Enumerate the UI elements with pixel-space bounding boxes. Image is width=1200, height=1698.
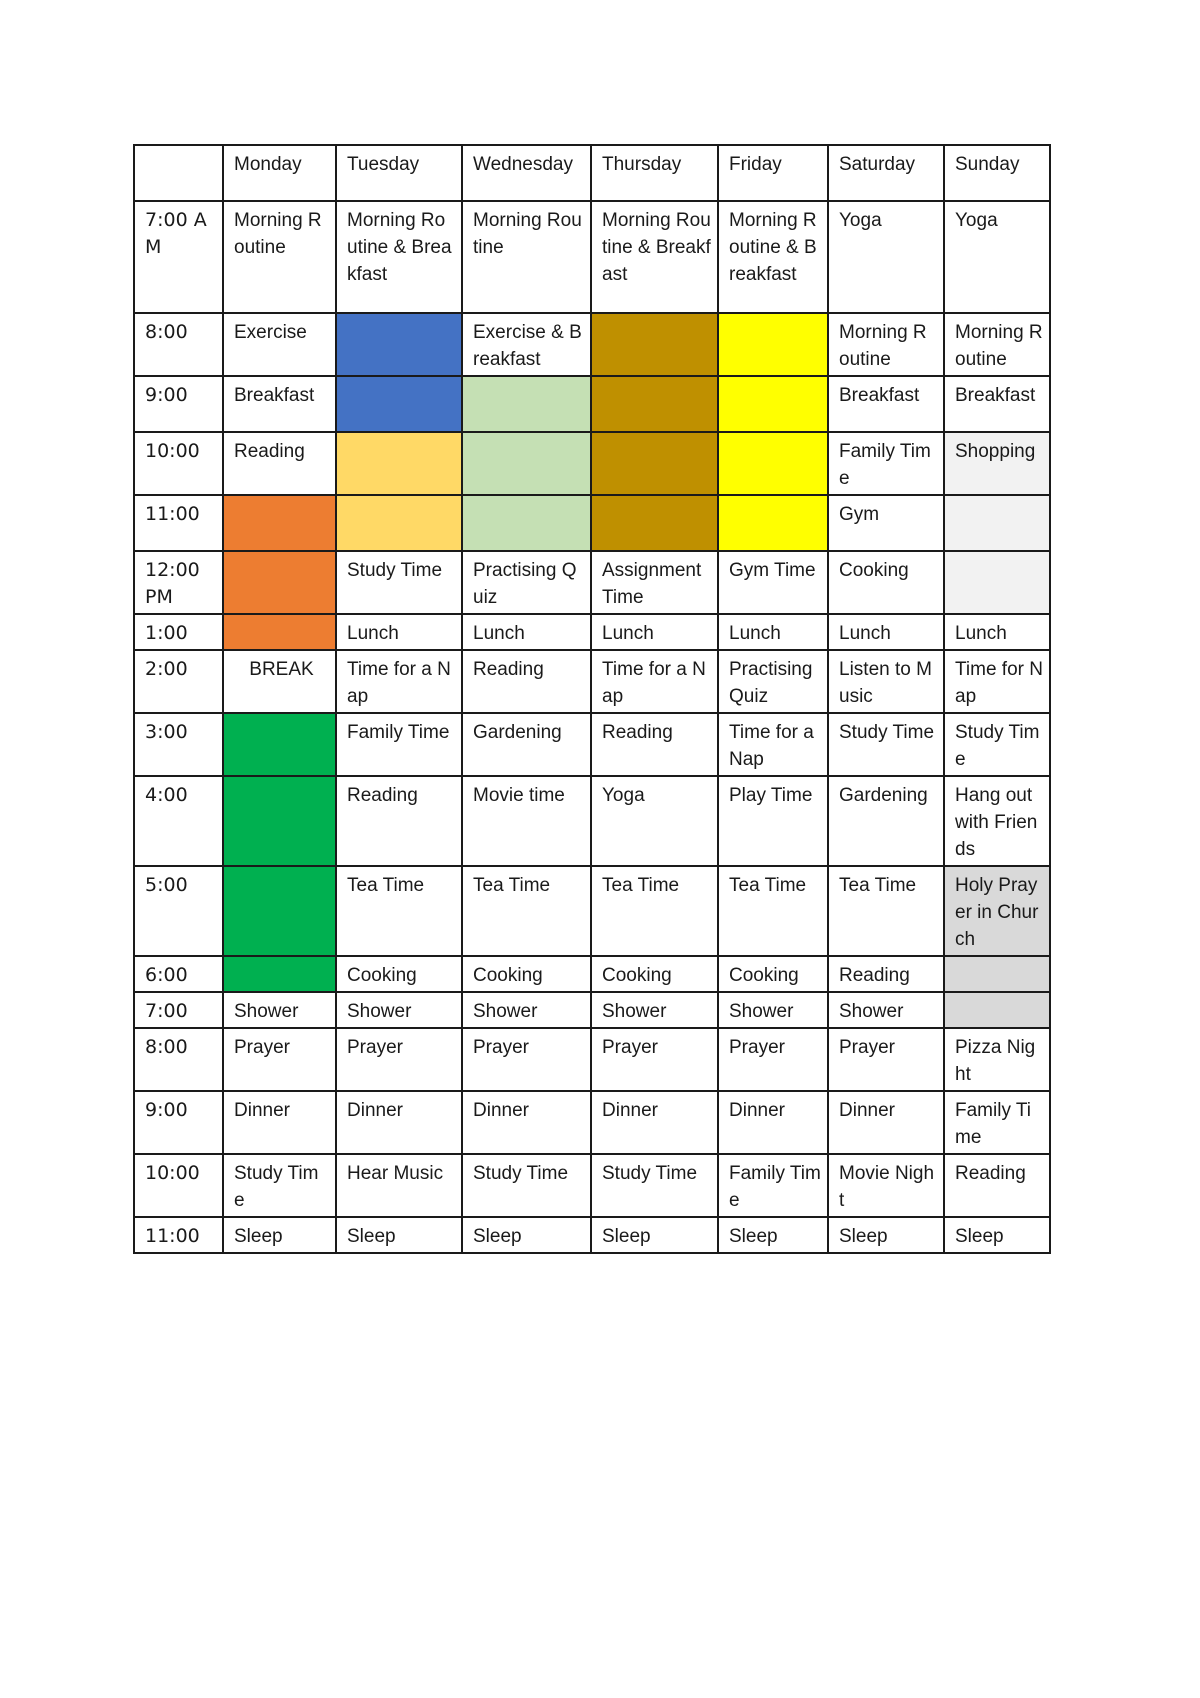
activity-cell: Time for a Nap [336,650,462,713]
activity-cell: Gardening [462,713,591,776]
activity-cell: Sleep [944,1217,1050,1253]
table-row [134,551,1050,614]
time-slot-label: 10:00 [134,432,223,495]
color-block-cell [223,713,336,776]
table-row [134,1154,1050,1217]
color-block-cell [336,432,462,495]
activity-cell: Prayer [223,1028,336,1091]
activity-cell: Cooking [336,956,462,992]
activity-cell: Lunch [591,614,718,650]
activity-cell: Yoga [944,201,1050,313]
day-header-sunday: Sunday [944,145,1050,201]
time-slot-label: 11:00 [134,495,223,551]
color-block-cell [223,495,336,551]
day-header-tuesday: Tuesday [336,145,462,201]
activity-cell: Prayer [462,1028,591,1091]
activity-cell: Gym [828,495,944,551]
time-slot-label: 1:00 [134,614,223,650]
table-row [134,201,1050,313]
time-slot-label: 2:00 [134,650,223,713]
activity-cell: Dinner [462,1091,591,1154]
activity-cell: Sleep [223,1217,336,1253]
activity-cell: Study Time [462,1154,591,1217]
color-block-cell [223,551,336,614]
activity-cell: Time for a Nap [591,650,718,713]
time-slot-label: 4:00 [134,776,223,866]
header-row [134,145,1050,201]
time-slot-label: 12:00 PM [134,551,223,614]
activity-cell: Morning Routine [223,201,336,313]
activity-cell: Cooking [462,956,591,992]
activity-cell: Cooking [591,956,718,992]
activity-cell: Family Time [718,1154,828,1217]
activity-cell: Lunch [944,614,1050,650]
activity-cell: Shower [223,992,336,1028]
table-row [134,313,1050,376]
time-slot-label: 8:00 [134,1028,223,1091]
time-slot-label: 6:00 [134,956,223,992]
color-block-cell [591,376,718,432]
activity-cell: Tea Time [336,866,462,956]
activity-cell: Reading [828,956,944,992]
table-row [134,1217,1050,1253]
activity-cell: Family Time [828,432,944,495]
day-header-wednesday: Wednesday [462,145,591,201]
color-block-cell [944,551,1050,614]
activity-cell: Lunch [336,614,462,650]
activity-cell: Time for a Nap [718,713,828,776]
table-row [134,432,1050,495]
activity-cell: Study Time [828,713,944,776]
activity-cell: Study Time [944,713,1050,776]
activity-cell: Hear Music [336,1154,462,1217]
activity-cell: Cooking [718,956,828,992]
activity-cell: Reading [336,776,462,866]
activity-cell: Sleep [828,1217,944,1253]
activity-cell: Breakfast [828,376,944,432]
activity-cell: Practising Quiz [462,551,591,614]
activity-cell: Morning Routine & Breakfast [591,201,718,313]
activity-cell: Shower [591,992,718,1028]
activity-cell: Reading [944,1154,1050,1217]
activity-cell: Morning Routine [462,201,591,313]
color-block-cell [718,376,828,432]
day-header-monday: Monday [223,145,336,201]
activity-cell: Sleep [591,1217,718,1253]
color-block-cell [718,432,828,495]
activity-cell: Assignment Time [591,551,718,614]
color-block-cell [336,495,462,551]
activity-cell: Movie Night [828,1154,944,1217]
activity-cell: Dinner [336,1091,462,1154]
activity-cell: Shower [828,992,944,1028]
table-row [134,992,1050,1028]
color-block-cell [718,313,828,376]
time-slot-label: 7:00 AM [134,201,223,313]
activity-cell: Exercise & Breakfast [462,313,591,376]
color-block-cell [944,495,1050,551]
color-block-cell [223,866,336,956]
activity-cell: Reading [462,650,591,713]
activity-cell: Exercise [223,313,336,376]
color-block-cell [718,495,828,551]
activity-cell: Morning Routine [828,313,944,376]
table-row [134,956,1050,992]
table-row [134,1028,1050,1091]
color-block-cell [223,776,336,866]
color-block-cell [462,432,591,495]
color-block-cell [336,376,462,432]
activity-cell: BREAK [223,650,336,713]
time-slot-label: 10:00 [134,1154,223,1217]
time-slot-label: 9:00 [134,1091,223,1154]
activity-cell: Gardening [828,776,944,866]
day-header-friday: Friday [718,145,828,201]
color-block-cell [462,495,591,551]
activity-cell: Practising Quiz [718,650,828,713]
color-block-cell [944,956,1050,992]
color-block-cell [336,313,462,376]
activity-cell: Dinner [223,1091,336,1154]
activity-cell: Gym Time [718,551,828,614]
color-block-cell [462,376,591,432]
color-block-cell [591,313,718,376]
activity-cell: Shopping [944,432,1050,495]
activity-cell: Lunch [718,614,828,650]
activity-cell: Yoga [828,201,944,313]
table-row [134,614,1050,650]
activity-cell: Prayer [828,1028,944,1091]
activity-cell: Breakfast [223,376,336,432]
table-row [134,866,1050,956]
activity-cell: Tea Time [591,866,718,956]
weekly-timetable [133,144,1051,1254]
activity-cell: Lunch [462,614,591,650]
activity-cell: Time for Nap [944,650,1050,713]
activity-cell: Tea Time [718,866,828,956]
activity-cell: Family Time [336,713,462,776]
activity-cell: Holy Prayer in Church [944,866,1050,956]
table-row [134,776,1050,866]
activity-cell: Sleep [336,1217,462,1253]
activity-cell: Tea Time [462,866,591,956]
color-block-cell [223,614,336,650]
activity-cell: Study Time [223,1154,336,1217]
activity-cell: Prayer [718,1028,828,1091]
activity-cell: Reading [223,432,336,495]
activity-cell: Sleep [462,1217,591,1253]
activity-cell: Listen to Music [828,650,944,713]
time-slot-label: 9:00 [134,376,223,432]
corner-cell [134,145,223,201]
activity-cell: Shower [462,992,591,1028]
table-row [134,713,1050,776]
day-header-saturday: Saturday [828,145,944,201]
activity-cell: Lunch [828,614,944,650]
activity-cell: Play Time [718,776,828,866]
activity-cell: Study Time [591,1154,718,1217]
table-row [134,650,1050,713]
time-slot-label: 8:00 [134,313,223,376]
color-block-cell [223,956,336,992]
table-row [134,1091,1050,1154]
activity-cell: Morning Routine [944,313,1050,376]
activity-cell: Shower [718,992,828,1028]
day-header-thursday: Thursday [591,145,718,201]
activity-cell: Reading [591,713,718,776]
activity-cell: Cooking [828,551,944,614]
time-slot-label: 7:00 [134,992,223,1028]
color-block-cell [591,432,718,495]
activity-cell: Movie time [462,776,591,866]
activity-cell: Hang out with Friends [944,776,1050,866]
table-row [134,376,1050,432]
activity-cell: Morning Routine & Breakfast [718,201,828,313]
activity-cell: Shower [336,992,462,1028]
activity-cell: Breakfast [944,376,1050,432]
activity-cell: Prayer [336,1028,462,1091]
activity-cell: Family Time [944,1091,1050,1154]
color-block-cell [591,495,718,551]
table-row [134,495,1050,551]
activity-cell: Study Time [336,551,462,614]
activity-cell: Dinner [718,1091,828,1154]
time-slot-label: 11:00 [134,1217,223,1253]
activity-cell: Pizza Night [944,1028,1050,1091]
activity-cell: Tea Time [828,866,944,956]
activity-cell: Prayer [591,1028,718,1091]
color-block-cell [944,992,1050,1028]
time-slot-label: 3:00 [134,713,223,776]
activity-cell: Dinner [828,1091,944,1154]
time-slot-label: 5:00 [134,866,223,956]
activity-cell: Yoga [591,776,718,866]
activity-cell: Morning Routine & Breakfast [336,201,462,313]
activity-cell: Dinner [591,1091,718,1154]
activity-cell: Sleep [718,1217,828,1253]
